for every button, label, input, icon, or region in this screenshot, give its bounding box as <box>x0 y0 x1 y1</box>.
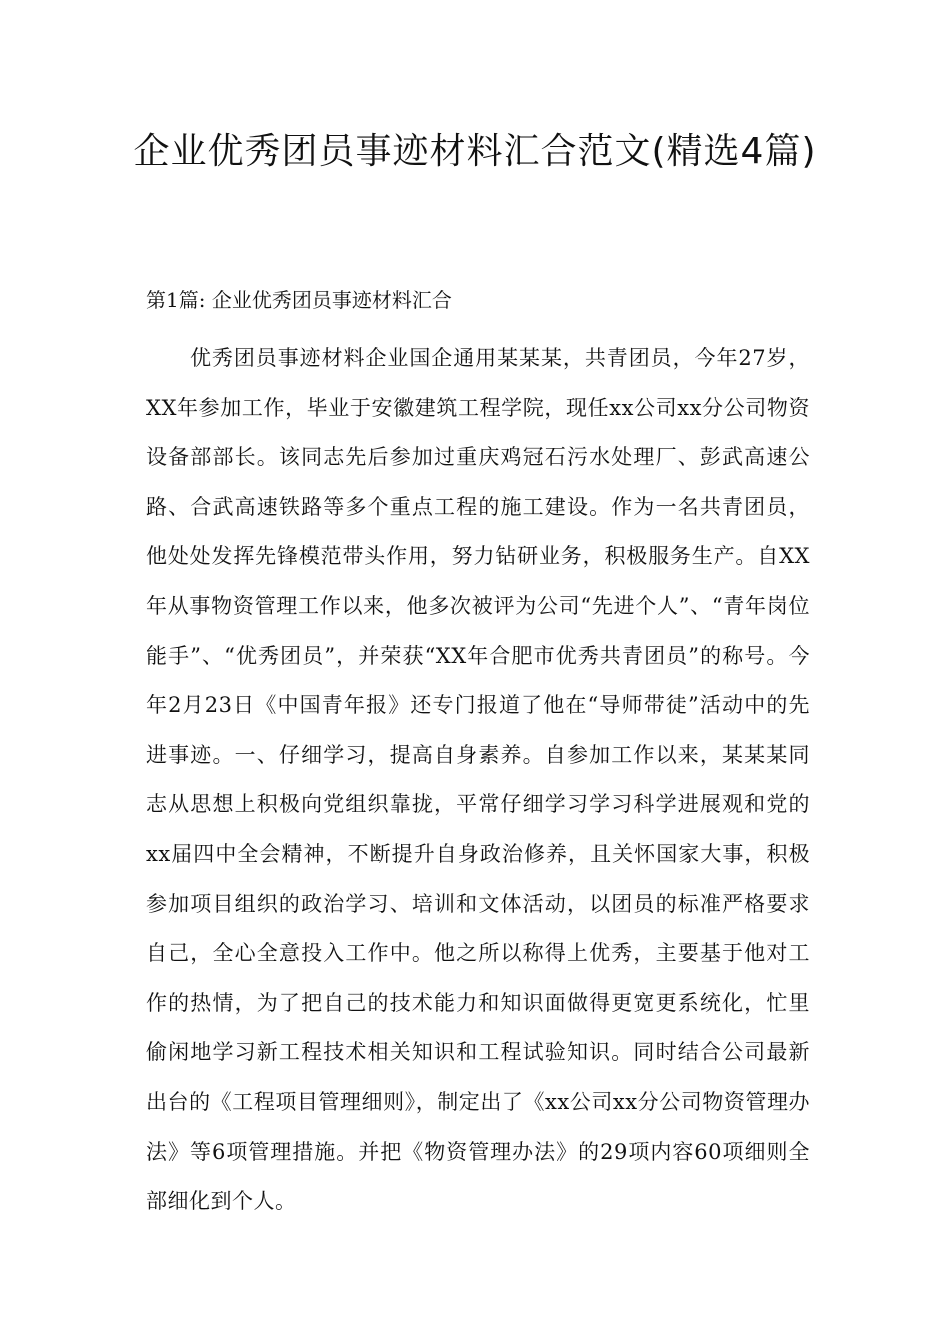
section-heading: 第1篇: 企业优秀团员事迹材料汇合 <box>146 288 452 312</box>
body-paragraph: 优秀团员事迹材料企业国企通用某某某，共青团员，今年27岁，XX年参加工作，毕业于安徽建筑工程学院，现任xx公司xx分公司物资设备部部长。该同志先后参加过重庆鸡冠石污水处理厂、彭武高速公路、合武高速铁路等多个重点工程的施工建设。作为一名共青团员，他处处发挥先锋模范带头作用，努力钻研业务，积极服务生产。自XX年从事物资管理工作以来，他多次被评为公司“先进个人”、“青年岗位能手”、“优秀团员”，并荣获“XX年合肥市优秀共青团员”的称号。今年2月23日《中国青年报》还专门报道了他在“导师带徒”活动中的先进事迹。一、仔细学习，提高自身素养。自参加工作以来，某某某同志从思想上积极向党组织靠拢，平常仔细学习学习科学进展观和党的xx届四中全会精神，不断提升自身政治修养，且关怀国家大事，积极参加项目组织的政治学习、培训和文体活动，以团员的标准严格要求自己，全心全意投入工作中。他之所以称得上优秀，主要基于他对工作的热情，为了把自己的技术能力和知识面做得更宽更系统化，忙里偷闲地学习新工程技术相关知识和工程试验知识。同时结合公司最新出台的《工程项目管理细则》，制定出了《xx公司xx分公司物资管理办法》等6项管理措施。并把《物资管理办法》的29项内容60项细则全部细化到个人。 <box>146 346 810 1214</box>
document-title: 企业优秀团员事迹材料汇合范文(精选4篇) <box>133 131 817 172</box>
